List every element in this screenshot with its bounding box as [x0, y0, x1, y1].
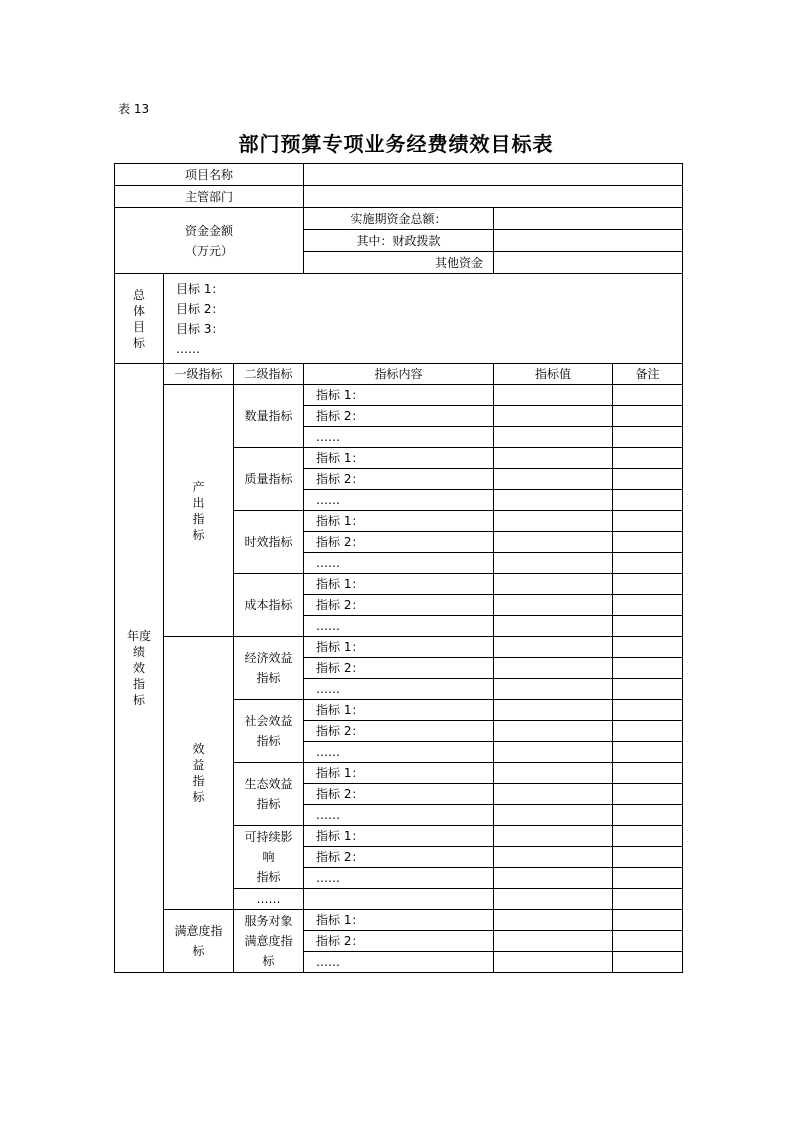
other-funds-label: 其他资金 — [304, 252, 494, 274]
indicator-value-cell[interactable] — [494, 616, 613, 637]
indicator-value-cell[interactable] — [494, 889, 613, 910]
remark-cell[interactable] — [613, 616, 683, 637]
project-name-label: 项目名称 — [115, 164, 304, 186]
indicator-row-label: …… — [304, 952, 494, 973]
indicator-value-cell[interactable] — [494, 721, 613, 742]
indicator-value-cell[interactable] — [494, 595, 613, 616]
overall-goals-field[interactable]: 目标 1： 目标 2： 目标 3： …… — [164, 274, 683, 364]
total-funds-field[interactable] — [494, 208, 683, 230]
indicator-row-label: 指标 2： — [304, 595, 494, 616]
service-satisfaction-label: 服务对象 满意度指 标 — [234, 910, 304, 973]
remark-cell[interactable] — [613, 805, 683, 826]
indicator-value-cell[interactable] — [494, 868, 613, 889]
fiscal-funds-label: 其中：财政拨款 — [304, 230, 494, 252]
indicator-row-label: 指标 2： — [304, 469, 494, 490]
total-funds-label: 实施期资金总额： — [304, 208, 494, 230]
indicator-row-label: …… — [304, 868, 494, 889]
indicator-row-label: 指标 2： — [304, 406, 494, 427]
indicator-value-cell[interactable] — [494, 385, 613, 406]
indicator-row-label: 指标 1： — [304, 448, 494, 469]
indicator-value-cell[interactable] — [494, 637, 613, 658]
remark-cell[interactable] — [613, 931, 683, 952]
indicator-row-label: …… — [304, 742, 494, 763]
col-level2-header: 二级指标 — [234, 364, 304, 385]
ecological-benefit-label: 生态效益 指标 — [234, 763, 304, 826]
indicator-value-cell[interactable] — [494, 700, 613, 721]
remark-cell[interactable] — [613, 469, 683, 490]
indicator-row-label: 指标 2： — [304, 784, 494, 805]
indicator-row-label: 指标 1： — [304, 763, 494, 784]
quality-indicator-label: 质量指标 — [234, 448, 304, 511]
department-label: 主管部门 — [115, 186, 304, 208]
remark-cell[interactable] — [613, 826, 683, 847]
remark-cell[interactable] — [613, 574, 683, 595]
indicator-value-cell[interactable] — [494, 490, 613, 511]
indicator-value-cell[interactable] — [494, 511, 613, 532]
remark-cell[interactable] — [613, 637, 683, 658]
remark-cell[interactable] — [613, 406, 683, 427]
indicator-value-cell[interactable] — [494, 952, 613, 973]
department-field[interactable] — [304, 186, 683, 208]
indicator-value-cell[interactable] — [494, 847, 613, 868]
indicator-value-cell[interactable] — [494, 469, 613, 490]
indicator-content-cell[interactable] — [304, 889, 494, 910]
remark-cell[interactable] — [613, 889, 683, 910]
output-indicators-label: 产 出 指 标 — [164, 385, 234, 637]
indicator-row-label: …… — [304, 805, 494, 826]
remark-cell[interactable] — [613, 784, 683, 805]
indicator-value-cell[interactable] — [494, 574, 613, 595]
remark-cell[interactable] — [613, 952, 683, 973]
remark-cell[interactable] — [613, 700, 683, 721]
indicator-row-label: 指标 1： — [304, 385, 494, 406]
col-value-header: 指标值 — [494, 364, 613, 385]
indicator-row-label: …… — [304, 679, 494, 700]
indicator-row-label: 指标 2： — [304, 658, 494, 679]
remark-cell[interactable] — [613, 847, 683, 868]
funds-label: 资金金额 （万元） — [115, 208, 304, 274]
remark-cell[interactable] — [613, 742, 683, 763]
indicator-value-cell[interactable] — [494, 910, 613, 931]
indicator-value-cell[interactable] — [494, 658, 613, 679]
economic-benefit-label: 经济效益 指标 — [234, 637, 304, 700]
indicator-row-label: …… — [304, 427, 494, 448]
performance-goal-table — [114, 163, 683, 973]
indicator-row-label: 指标 2： — [304, 847, 494, 868]
indicator-row-label: …… — [304, 553, 494, 574]
indicator-row-label: 指标 2： — [304, 721, 494, 742]
remark-cell[interactable] — [613, 658, 683, 679]
more-benefit-indicators: …… — [234, 889, 304, 910]
col-level1-header: 一级指标 — [164, 364, 234, 385]
indicator-value-cell[interactable] — [494, 784, 613, 805]
indicator-value-cell[interactable] — [494, 763, 613, 784]
benefit-indicators-label: 效 益 指 标 — [164, 637, 234, 910]
social-benefit-label: 社会效益 指标 — [234, 700, 304, 763]
remark-cell[interactable] — [613, 868, 683, 889]
project-name-field[interactable] — [304, 164, 683, 186]
indicator-value-cell[interactable] — [494, 427, 613, 448]
col-remark-header: 备注 — [613, 364, 683, 385]
remark-cell[interactable] — [613, 910, 683, 931]
indicator-row-label: 指标 1： — [304, 700, 494, 721]
table-number: 表 13 — [118, 102, 150, 116]
other-funds-field[interactable] — [494, 252, 683, 274]
indicator-value-cell[interactable] — [494, 406, 613, 427]
remark-cell[interactable] — [613, 595, 683, 616]
indicator-value-cell[interactable] — [494, 553, 613, 574]
indicator-row-label: 指标 1： — [304, 574, 494, 595]
indicator-value-cell[interactable] — [494, 742, 613, 763]
remark-cell[interactable] — [613, 553, 683, 574]
quantity-indicator-label: 数量指标 — [234, 385, 304, 448]
indicator-row-label: 指标 1： — [304, 910, 494, 931]
indicator-row-label: 指标 1： — [304, 511, 494, 532]
indicator-value-cell[interactable] — [494, 826, 613, 847]
indicator-row-label: 指标 2： — [304, 931, 494, 952]
indicator-row-label: …… — [304, 616, 494, 637]
remark-cell[interactable] — [613, 448, 683, 469]
satisfaction-indicators-label: 满意度指 标 — [164, 910, 234, 973]
remark-cell[interactable] — [613, 721, 683, 742]
page-title: 部门预算专项业务经费绩效目标表 — [238, 132, 554, 156]
annual-indicators-label: 年度 绩 效 指 标 — [115, 364, 164, 973]
remark-cell[interactable] — [613, 532, 683, 553]
remark-cell[interactable] — [613, 679, 683, 700]
indicator-row-label: …… — [304, 490, 494, 511]
indicator-value-cell[interactable] — [494, 679, 613, 700]
remark-cell[interactable] — [613, 385, 683, 406]
indicator-row-label: 指标 1： — [304, 637, 494, 658]
indicator-value-cell[interactable] — [494, 448, 613, 469]
overall-goal-label: 总 体 目 标 — [115, 274, 164, 364]
indicator-value-cell[interactable] — [494, 532, 613, 553]
remark-cell[interactable] — [613, 763, 683, 784]
indicator-value-cell[interactable] — [494, 931, 613, 952]
sustainable-impact-label: 可持续影 响 指标 — [234, 826, 304, 889]
cost-indicator-label: 成本指标 — [234, 574, 304, 637]
remark-cell[interactable] — [613, 427, 683, 448]
indicator-row-label: 指标 2： — [304, 532, 494, 553]
indicator-value-cell[interactable] — [494, 805, 613, 826]
col-content-header: 指标内容 — [304, 364, 494, 385]
fiscal-funds-field[interactable] — [494, 230, 683, 252]
remark-cell[interactable] — [613, 511, 683, 532]
timeliness-indicator-label: 时效指标 — [234, 511, 304, 574]
remark-cell[interactable] — [613, 490, 683, 511]
indicator-row-label: 指标 1： — [304, 826, 494, 847]
